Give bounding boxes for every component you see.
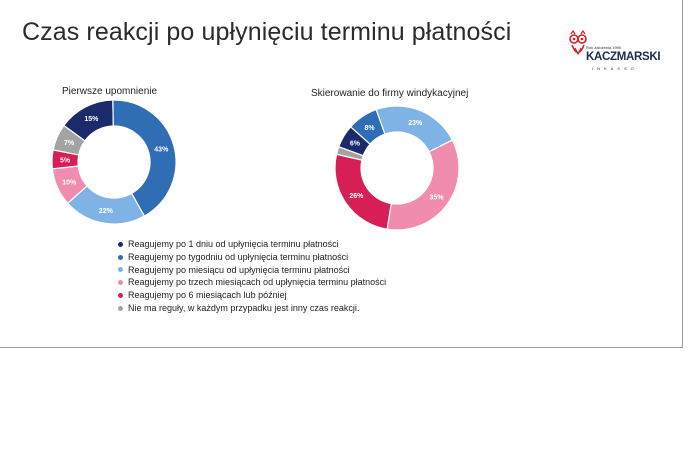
legend-item: [118, 251, 386, 264]
legend-item: [118, 264, 386, 277]
legend-swatch: [118, 267, 123, 272]
legend-item: [118, 238, 386, 251]
legend-item: [118, 289, 386, 302]
legend-swatch: [118, 306, 123, 311]
company-logo: [568, 30, 668, 76]
owl-logo-icon: [568, 30, 588, 66]
chart-title-first-reminder: Pierwsze upomnienie: [62, 86, 158, 97]
donut1-slice-label-3: 22%: [98, 207, 113, 215]
legend-label: Reagujemy po 6 miesiącach lub później: [128, 290, 287, 301]
legend-swatch: [118, 293, 123, 298]
legend-item: [118, 302, 386, 315]
donut2-slice-5: [335, 154, 391, 229]
donut2-slice-3: [376, 106, 452, 152]
donut-chart-collection-agency: [333, 104, 461, 232]
legend-label: Reagujemy po miesiącu od upłynięcia terminu płatności: [128, 264, 350, 275]
donut2-slice-label-3: 23%: [408, 120, 423, 128]
donut1-slice-label-6: 7%: [64, 139, 75, 147]
donut2-slice-label-5: 26%: [349, 192, 364, 200]
logo-tagline: Rok założenia 1990: [586, 45, 622, 50]
legend-label: Nie ma reguły, w każdym przypadku jest inny czas reakcji.: [128, 302, 360, 313]
donut1-slice-label-4: 10%: [62, 179, 77, 187]
donut1-slice-label-1: 15%: [84, 116, 99, 124]
logo-brand: KACZMARSKI: [586, 51, 661, 63]
slide-title: Czas reakcji po upłynięciu terminu płatności: [22, 18, 512, 46]
legend-label: Reagujemy po 1 dniu od upłynięcia terminu płatności: [128, 239, 339, 249]
donut2-slice-label-4: 35%: [429, 194, 444, 202]
donut1-slice-label-5: 5%: [59, 157, 71, 165]
donut2-slice-label-2: 8%: [364, 124, 375, 132]
donut2-slice-4: [387, 140, 459, 230]
donut1-slice-label-2: 43%: [154, 146, 169, 154]
legend-swatch: [118, 242, 123, 247]
donut2-slice-label-1: 6%: [349, 140, 360, 148]
legend-label: Reagujemy po tygodniu od upłynięcia terminu płatności: [128, 251, 349, 262]
legend-item: [118, 276, 386, 289]
legend-label: Reagujemy po trzech miesiącach od upłynięcia terminu płatności: [128, 277, 387, 288]
donut-chart-first-reminder: [50, 98, 178, 226]
logo-sub: INKASSO: [592, 66, 638, 71]
legend-swatch: [118, 255, 123, 260]
chart-legend: [118, 238, 386, 315]
legend-swatch: [118, 280, 123, 285]
chart-title-collection-agency: Skierowanie do firmy windykacyjnej: [311, 88, 469, 99]
